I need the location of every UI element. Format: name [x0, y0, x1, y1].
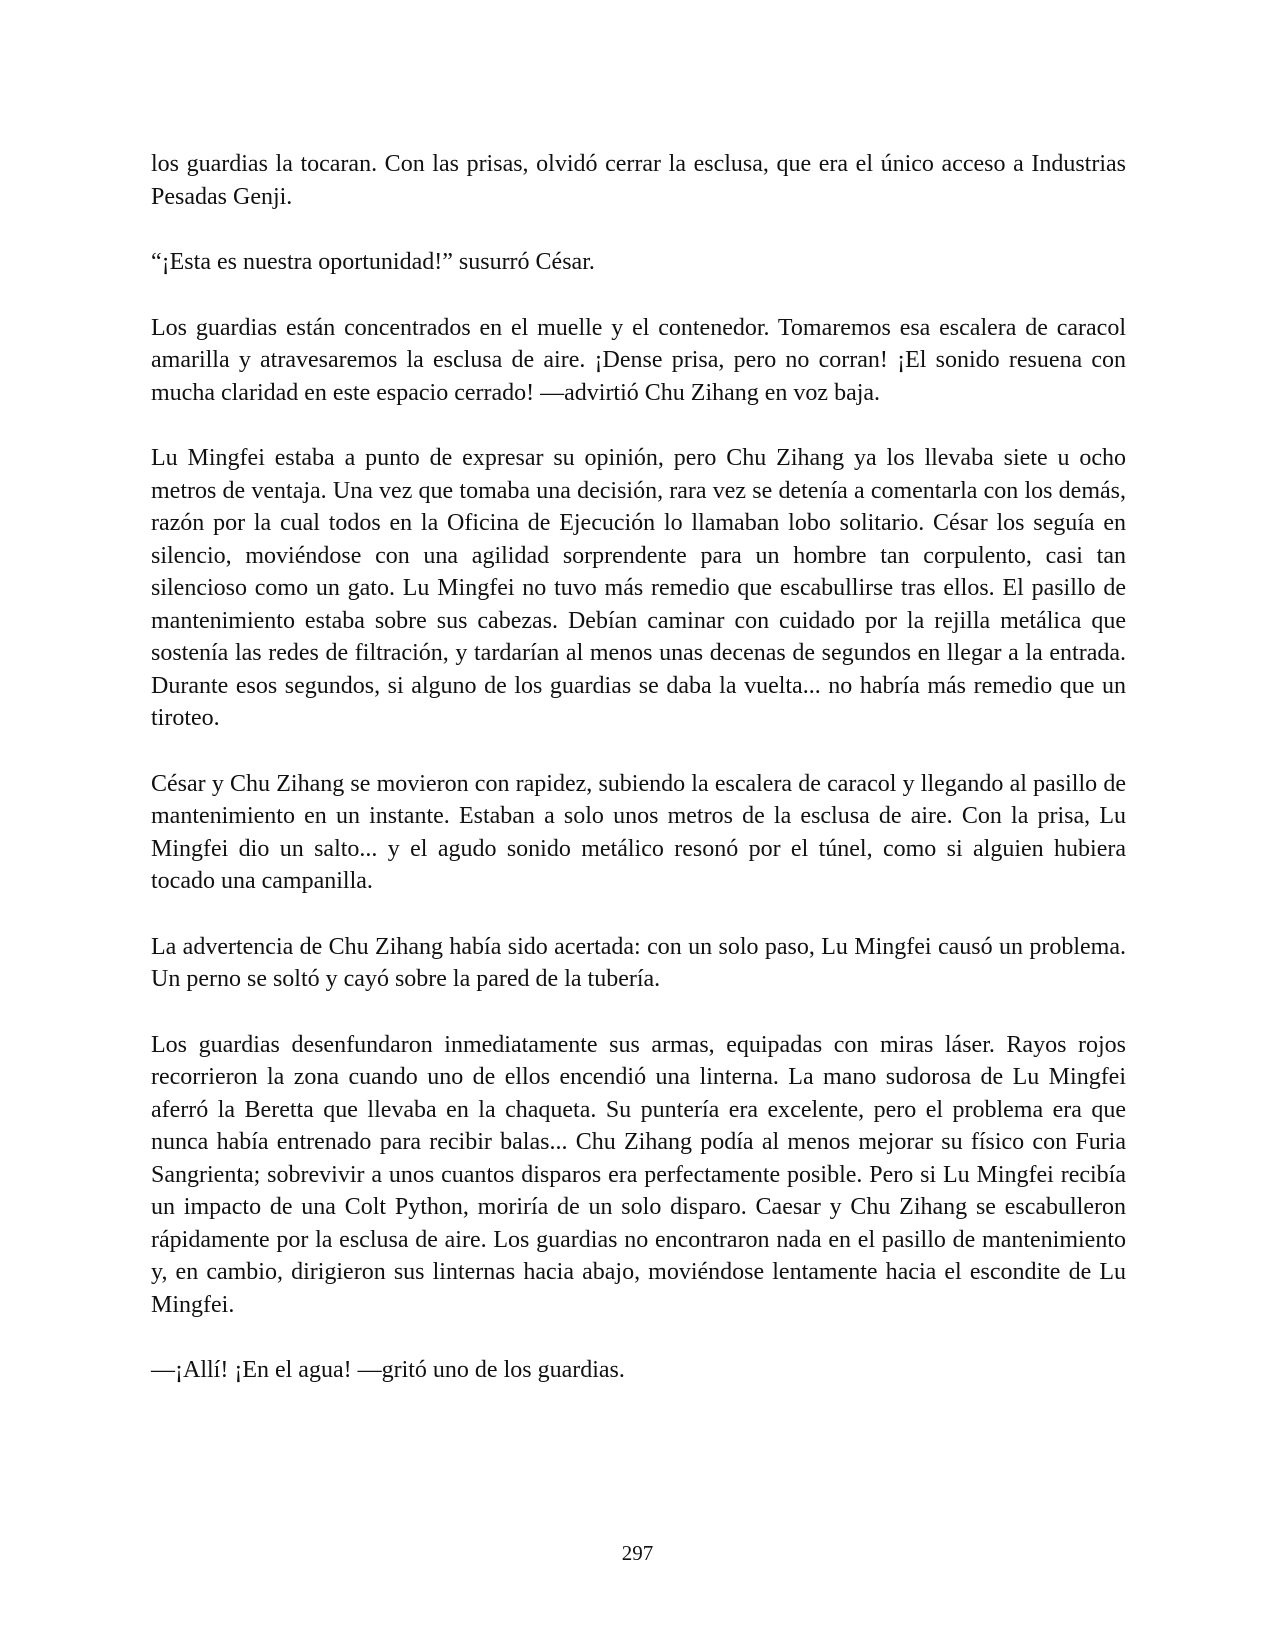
paragraph-2: “¡Esta es nuestra oportunidad!” susurró César. [151, 249, 595, 275]
paragraph-1: los guardias la tocaran. Con las prisas, olvidó cerrar la esclusa, que era el único acceso a Industrias Pesadas Genji. [151, 151, 1126, 210]
paragraph-6: La advertencia de Chu Zihang había sido acertada: con un solo paso, Lu Mingfei causó un problema. Un perno se soltó y cayó sobre la pared de la tubería. [151, 933, 1126, 992]
paragraph-5: César y Chu Zihang se movieron con rapidez, subiendo la escalera de caracol y llegando al pasillo de mantenimiento en un instante. Estaban a solo unos metros de la esclusa de aire. Con la prisa, Lu Mingfei dio un salto... y el agudo sonido metálico resonó por el túnel, como si alguien hubiera tocado una campanilla. [151, 770, 1126, 894]
paragraph-3: Los guardias están concentrados en el muelle y el contenedor. Tomaremos esa escalera de caracol amarilla y atravesaremos la esclusa de aire. ¡Dense prisa, pero no corran! ¡El sonido resuena con mucha claridad en este espacio cerrado! —advirtió Chu Zihang en voz baja. [151, 314, 1126, 406]
page-number: 297 [621, 1541, 654, 1565]
paragraph-4: Lu Mingfei estaba a punto de expresar su opinión, pero Chu Zihang ya los llevaba siete u ocho metros de ventaja. Una vez que tomaba una decisión, rara vez se detenía a comentarla con los demás, razón por la cual todos en la Oficina de Ejecución lo llamaban lobo solitario. César los seguía en silencio, moviéndose con una agilidad sorprendente para un hombre tan corpulento, casi tan silencioso como un gato. Lu Mingfei no tuvo más remedio que escabullirse tras ellos. El pasillo de mantenimiento estaba sobre sus cabezas. Debían caminar con cuidado por la rejilla metálica que sostenía las redes de filtración, y tardarían al menos unas decenas de segundos en llegar a la entrada. Durante esos segundos, si alguno de los guardias se daba la vuelta... no habría más remedio que un tiroteo. [151, 445, 1126, 731]
paragraph-8: —¡Allí! ¡En el agua! —gritó uno de los guardias. [151, 1357, 625, 1383]
body-text [151, 148, 1126, 1420]
paragraph-7: Los guardias desenfundaron inmediatamente sus armas, equipadas con miras láser. Rayos rojos recorrieron la zona cuando uno de ellos encendió una linterna. La mano sudorosa de Lu Mingfei aferró la Beretta que llevaba en la chaqueta. Su puntería era excelente, pero el problema era que nunca había entrenado para recibir balas... Chu Zihang podía al menos mejorar su físico con Furia Sangrienta; sobrevivir a unos cuantos disparos era perfectamente posible. Pero si Lu Mingfei recibía un impacto de una Colt Python, moriría de un solo disparo. Caesar y Chu Zihang se escabulleron rápidamente por la esclusa de aire. Los guardias no encontraron nada en el pasillo de mantenimiento y, en cambio, dirigieron sus linternas hacia abajo, moviéndose lentamente hacia el escondite de Lu Mingfei. [151, 1031, 1126, 1318]
